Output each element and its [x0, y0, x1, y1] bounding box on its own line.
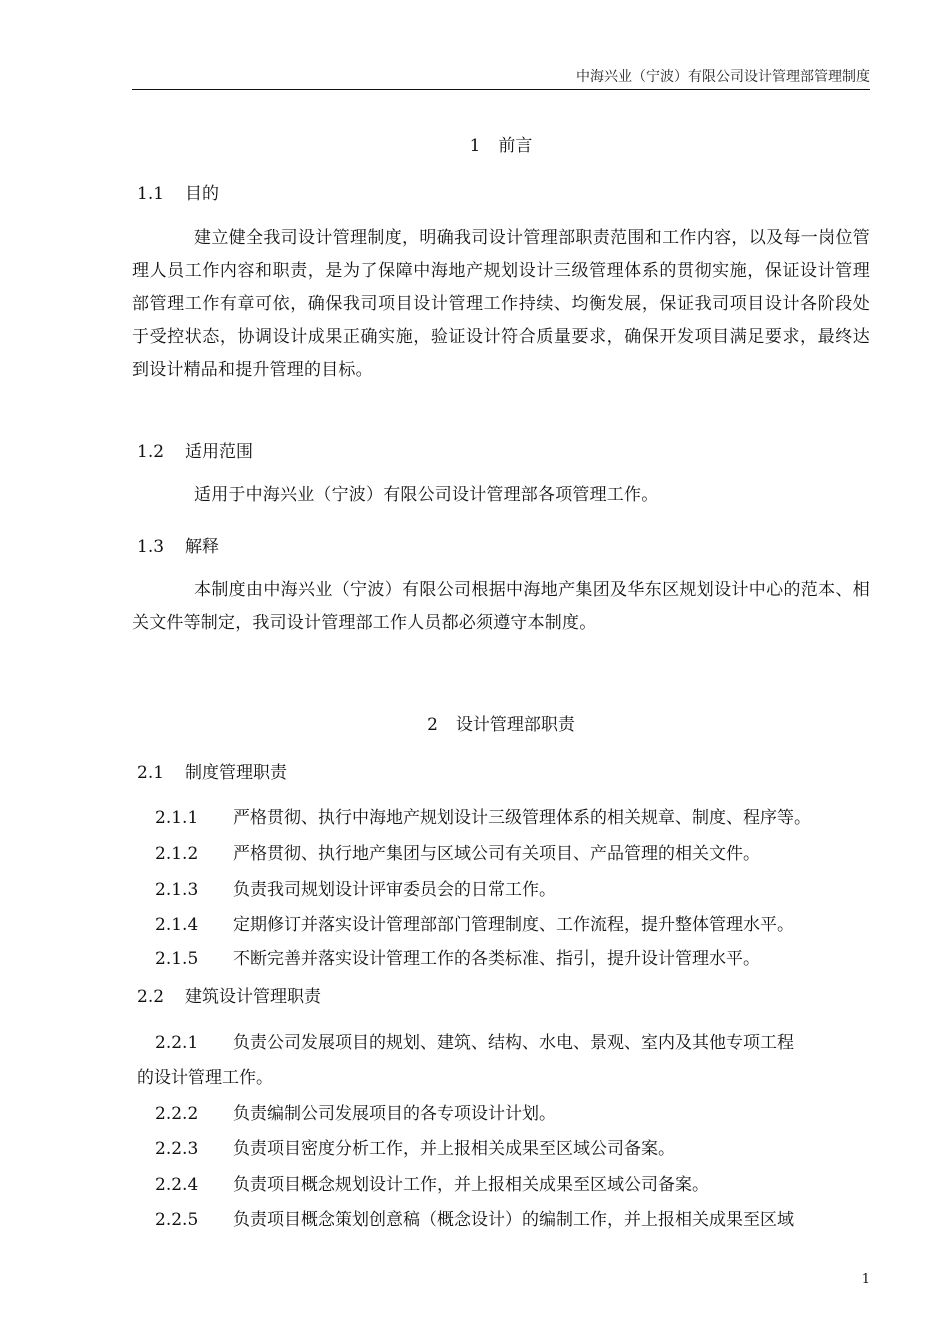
chapter-number: 1 — [469, 136, 481, 156]
running-header: 中海兴业（宁波）有限公司设计管理部管理制度 — [576, 69, 870, 85]
chapter-title: 前言 — [498, 136, 533, 156]
item-text: 负责项目概念策划创意稿（概念设计）的编制工作，并上报相关成果至区域 — [233, 1210, 794, 1230]
header-divider — [132, 89, 870, 90]
item-number: 2.2.5 — [155, 1210, 199, 1230]
section-title: 制度管理职责 — [185, 763, 287, 783]
section-heading — [137, 437, 253, 462]
item-text: 负责编制公司发展项目的各专项设计计划。 — [233, 1104, 556, 1124]
item-number: 2.2.1 — [155, 1033, 199, 1053]
list-item — [155, 803, 811, 828]
item-number: 2.2.2 — [155, 1104, 199, 1124]
section-number: 1.2 — [137, 442, 165, 462]
list-item — [155, 1099, 556, 1124]
paragraph-purpose: 建立健全我司设计管理制度，明确我司设计管理部职责范围和工作内容，以及每一岗位管理人员工作内容和职责，是为了保障中海地产规划设计三级管理体系的贯彻实施，保证设计管理部管理工作有章可依，确保我司项目设计管理工作持续、均衡发展，保证我司项目设计各阶段处于受控状态，协调设计成果正确实施，验证设计符合质量要求，确保开发项目满足要求，最终达到设计精品和提升管理的目标。 — [132, 228, 870, 380]
paragraph-interpretation: 本制度由中海兴业（宁波）有限公司根据中海地产集团及华东区规划设计中心的范本、相关文件等制定，我司设计管理部工作人员都必须遵守本制度。 — [132, 580, 870, 633]
item-number: 2.1.4 — [155, 915, 199, 935]
item-text: 负责公司发展项目的规划、建筑、结构、水电、景观、室内及其他专项工程 — [233, 1033, 794, 1053]
section-number: 1.1 — [137, 184, 165, 204]
item-number: 2.1.5 — [155, 949, 199, 969]
item-number: 2.2.4 — [155, 1175, 199, 1195]
list-item — [155, 1170, 709, 1195]
section-heading — [137, 179, 219, 204]
list-item — [155, 875, 556, 900]
list-item-continuation: 的设计管理工作。 — [137, 1068, 273, 1088]
section-heading — [137, 982, 321, 1007]
item-text: 负责项目密度分析工作，并上报相关成果至区域公司备案。 — [233, 1139, 675, 1159]
list-item — [155, 1028, 794, 1053]
section-heading — [137, 532, 219, 557]
paragraph-scope: 适用于中海兴业（宁波）有限公司设计管理部各项管理工作。 — [194, 485, 659, 505]
chapter-heading — [132, 710, 870, 735]
item-text: 负责项目概念规划设计工作，并上报相关成果至区域公司备案。 — [233, 1175, 709, 1195]
section-number: 1.3 — [137, 537, 165, 557]
list-item — [155, 944, 760, 969]
item-text: 严格贯彻、执行地产集团与区域公司有关项目、产品管理的相关文件。 — [233, 844, 760, 864]
list-item — [155, 910, 794, 935]
section-number: 2.1 — [137, 763, 165, 783]
chapter-number: 2 — [427, 715, 438, 735]
item-text: 不断完善并落实设计管理工作的各类标准、指引，提升设计管理水平。 — [233, 949, 760, 969]
item-text: 严格贯彻、执行中海地产规划设计三级管理体系的相关规章、制度、程序等。 — [233, 808, 811, 828]
list-item — [155, 1134, 675, 1159]
section-title: 适用范围 — [185, 442, 253, 462]
item-number: 2.1.3 — [155, 880, 199, 900]
list-item — [155, 839, 760, 864]
item-number: 2.1.1 — [155, 808, 199, 828]
item-text: 定期修订并落实设计管理部部门管理制度、工作流程，提升整体管理水平。 — [233, 915, 794, 935]
section-title: 目的 — [185, 184, 219, 204]
page-number: 1 — [861, 1272, 870, 1287]
chapter-title: 设计管理部职责 — [455, 715, 575, 735]
chapter-heading — [132, 131, 870, 156]
section-heading — [137, 758, 287, 783]
item-text: 负责我司规划设计评审委员会的日常工作。 — [233, 880, 556, 900]
section-number: 2.2 — [137, 987, 165, 1007]
item-number: 2.2.3 — [155, 1139, 199, 1159]
section-title: 建筑设计管理职责 — [185, 987, 321, 1007]
list-item — [155, 1205, 794, 1230]
section-title: 解释 — [185, 537, 219, 557]
item-number: 2.1.2 — [155, 844, 199, 864]
